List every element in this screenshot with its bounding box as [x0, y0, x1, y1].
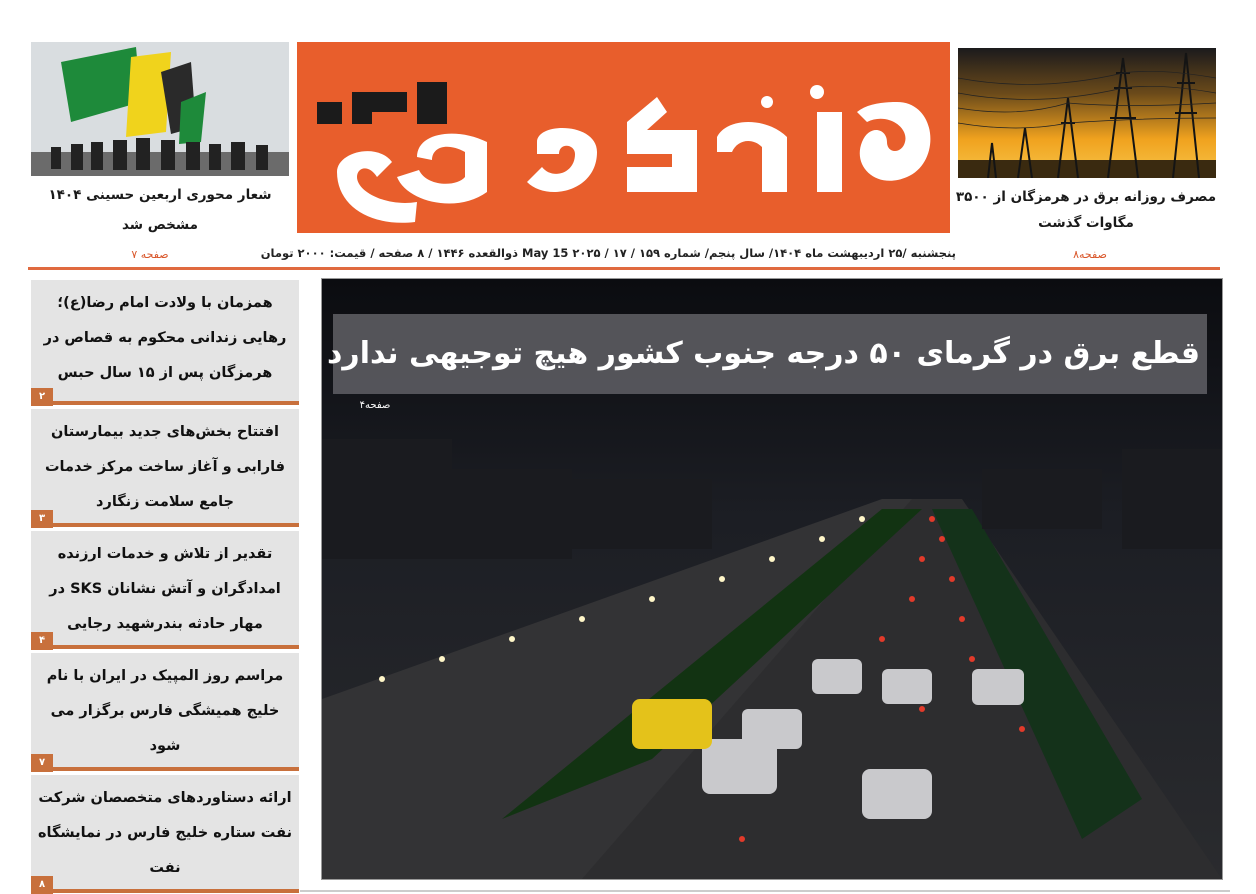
sidebar-story[interactable] [31, 653, 299, 771]
top-left-page-ref[interactable]: صفحه ۷ [131, 248, 169, 261]
sidebar-story-text: افتتاح بخش‌های جدید بیمارستان فارابی و آغاز ساخت مرکز خدمات جامع سلامت زنگارد [44, 424, 286, 510]
sidebar-story[interactable] [31, 280, 299, 405]
sidebar-story-text: ارائه دستاوردهای متخصصان شرکت نفت ستاره خلیج فارس در نمایشگاه نفت [37, 790, 293, 876]
top-left-headline[interactable]: شعار محوری اربعین حسینی ۱۴۰۴ مشخص شد [48, 187, 272, 233]
story-page-number: ۷ [31, 754, 53, 772]
newspaper-logo-icon [297, 42, 950, 233]
header-divider [28, 267, 1220, 270]
sidebar-story-text: مراسم روز المپیک در ایران با نام خلیج همیشگی فارس برگزار می شود [46, 668, 284, 754]
arbaeen-photo[interactable] [31, 42, 289, 176]
sidebar-story[interactable] [31, 531, 299, 649]
story-divider [31, 523, 299, 527]
story-page-number: ۸ [31, 876, 53, 894]
sidebar-story-text: همزمان با ولادت امام رضا(ع)؛ رهایی زندانی محکوم به قصاص در هرمزگان پس از ۱۵ سال حبس [43, 295, 287, 381]
story-divider [31, 889, 299, 893]
main-page-ref[interactable]: صفحه۴ [359, 400, 391, 411]
story-divider [31, 767, 299, 771]
story-divider [31, 645, 299, 649]
story-page-number: ۲ [31, 388, 53, 406]
issue-dateline: پنجشنبه /۲۵ اردیبهشت ماه ۱۴۰۴/ سال پنجم/ شماره ۱۵۹ / May 15 ۲۰۲۵ / ۱۷ ذوالقعده ۱۴۴۶ / ۸ صفحه / قیمت: ۲۰۰۰ تومان [260, 246, 956, 260]
top-right-headline[interactable]: مصرف روزانه برق در هرمزگان از ۳۵۰۰ مگاوات گذشت [955, 189, 1217, 231]
power-lines-photo[interactable] [958, 48, 1216, 178]
story-page-number: ۴ [31, 632, 53, 650]
sidebar-story[interactable] [31, 775, 299, 893]
main-headline[interactable]: قطع برق در گرمای ۵۰ درجه جنوب کشور هیچ توجیهی ندارد [327, 336, 1200, 371]
story-divider [31, 401, 299, 405]
story-page-number: ۳ [31, 510, 53, 528]
sidebar-stories [31, 280, 299, 894]
sidebar-story-text: تقدیر از تلاش و خدمات ارزنده امدادگران و آتش نشانان SKS در مهار حادثه بندرشهید رجایی [49, 546, 281, 632]
bottom-divider [300, 890, 1230, 892]
masthead-logo[interactable] [297, 42, 950, 233]
top-right-page-ref[interactable]: صفحه۸ [1073, 248, 1107, 261]
sidebar-story[interactable] [31, 409, 299, 527]
arbaeen-flags-icon [31, 42, 289, 176]
power-lines-sunset-icon [958, 48, 1216, 178]
